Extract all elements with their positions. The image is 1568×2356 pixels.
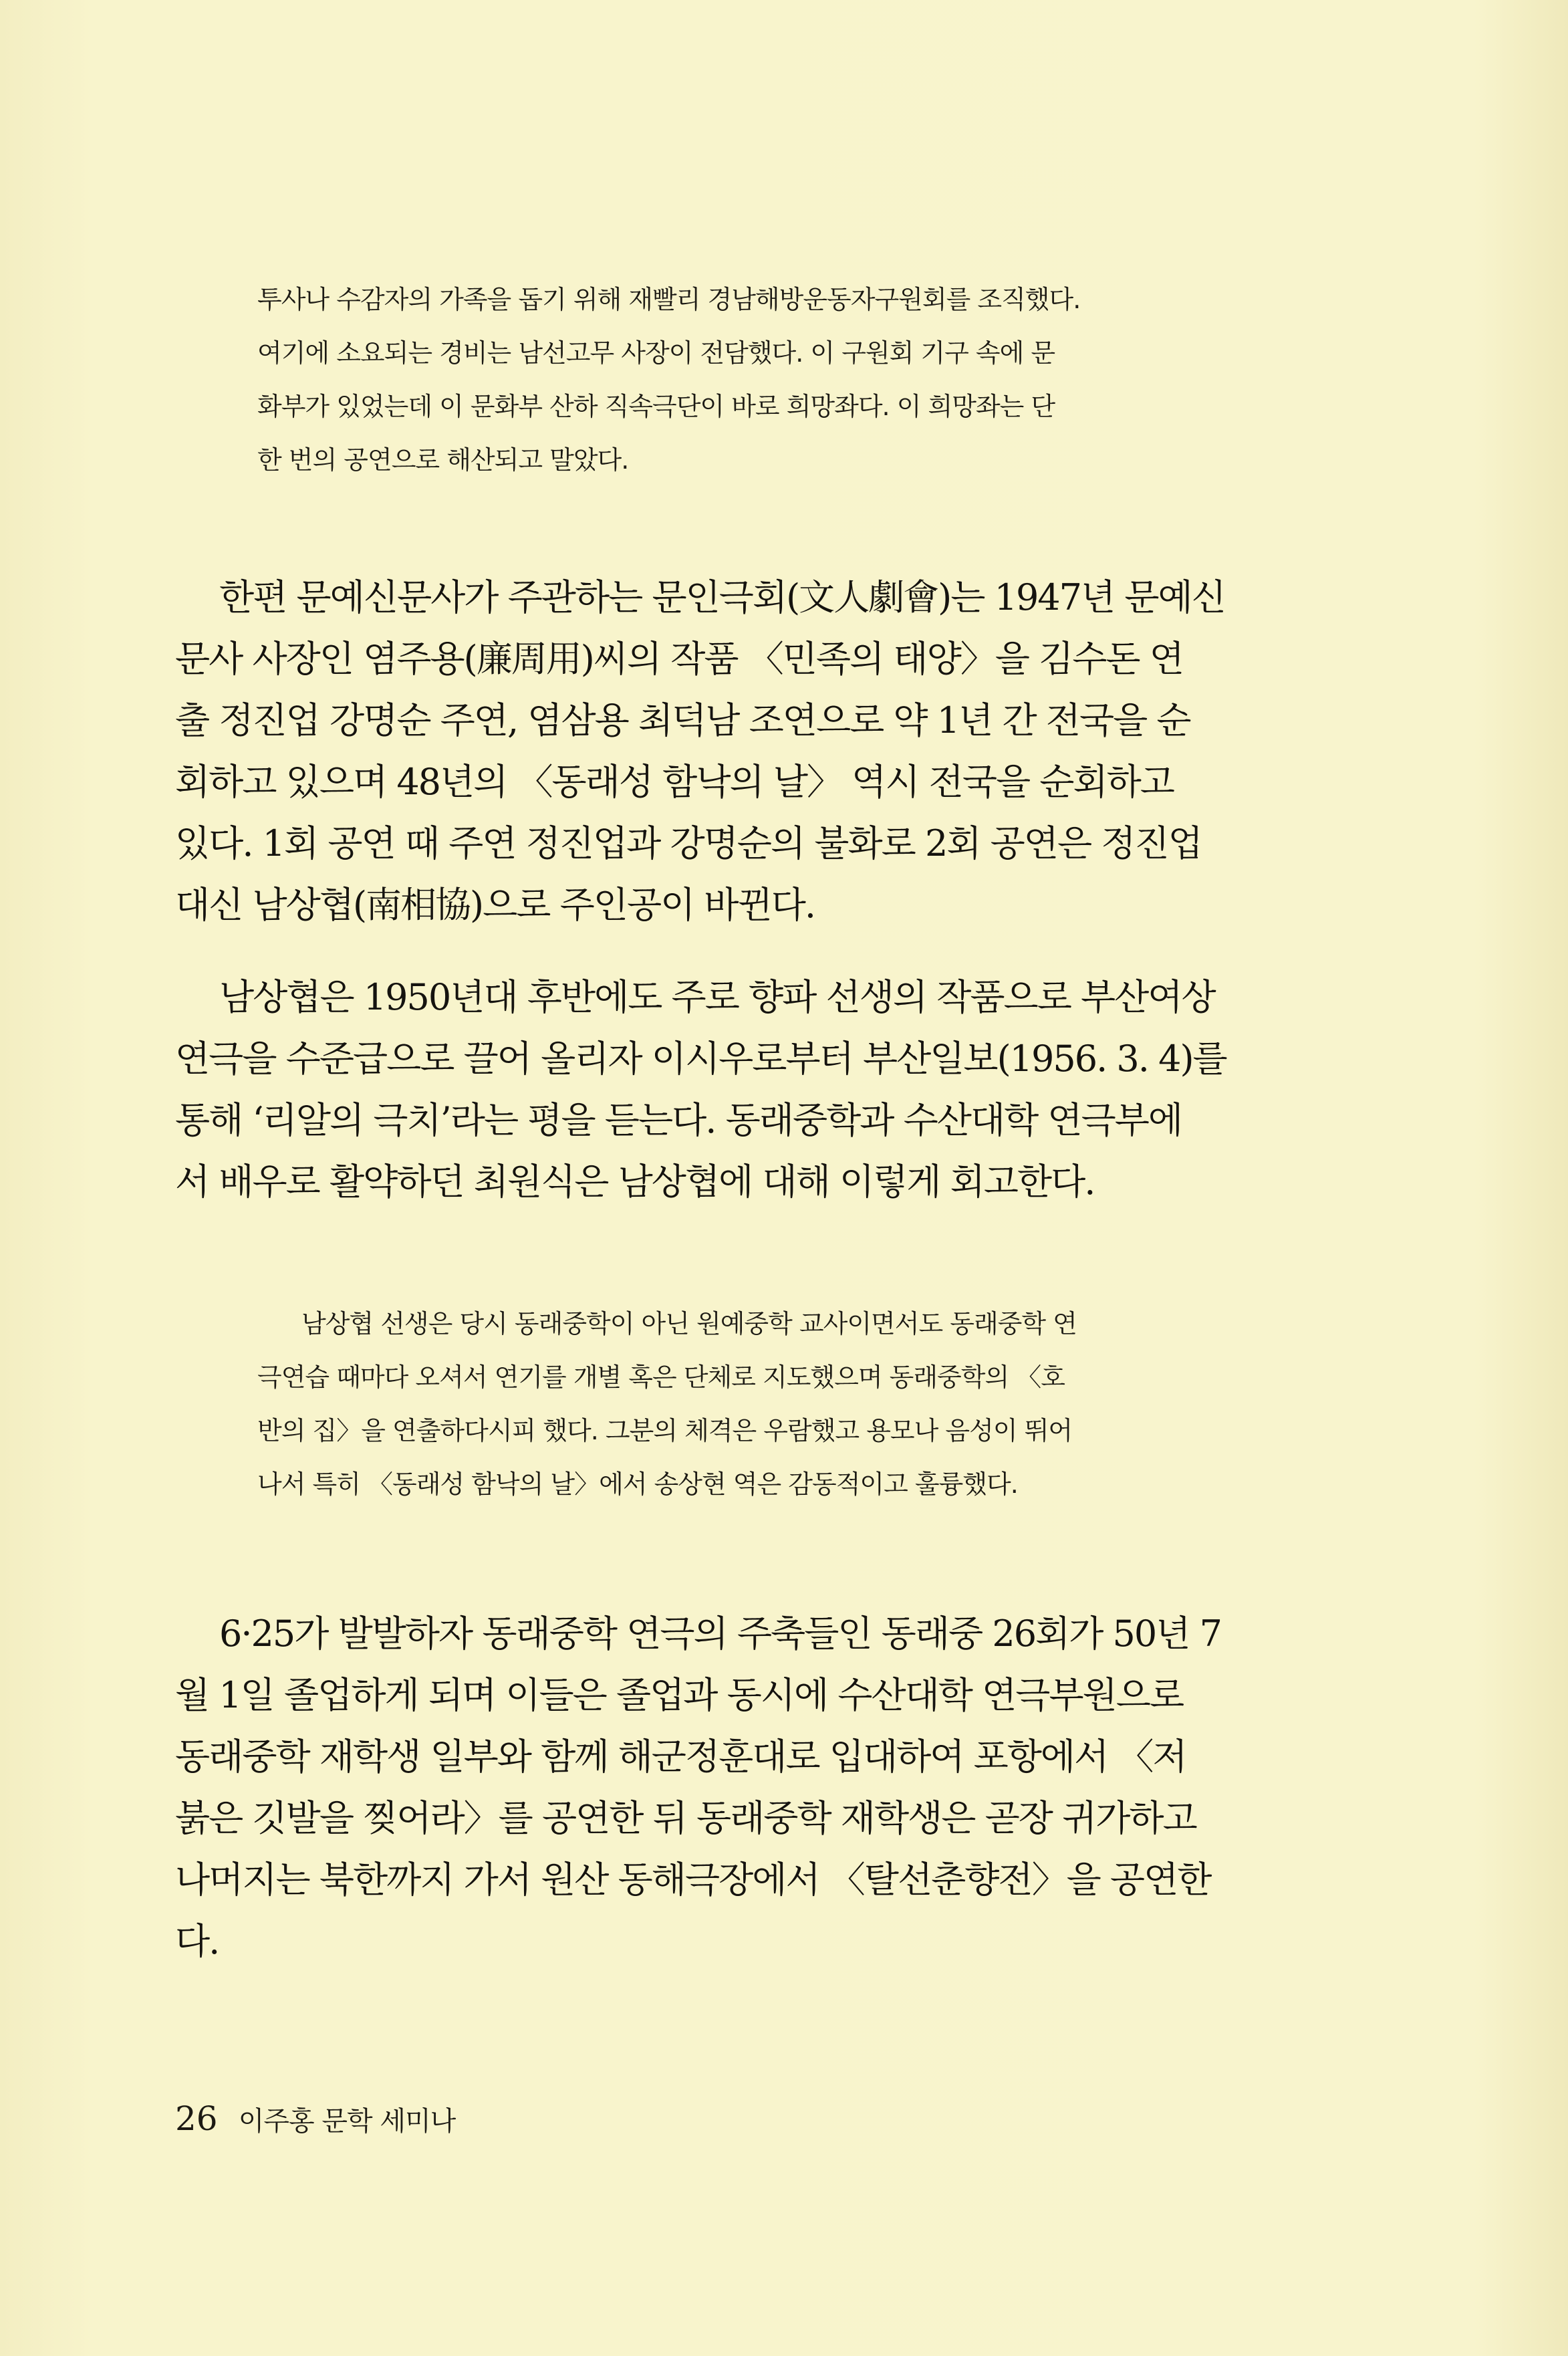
body-line: 동래중학 재학생 일부와 함께 해군정훈대로 입대하여 포항에서 〈저 — [175, 1736, 1186, 1778]
body-line: 출 정진업 강명순 주연, 염삼용 최덕남 조연으로 약 1년 간 전국을 순 — [175, 699, 1190, 741]
body-line: 서 배우로 활약하던 최원식은 남상협에 대해 이렇게 회고한다. — [175, 1161, 1095, 1203]
quote-line: 나서 특히 〈동래성 함낙의 날〉에서 송상현 역은 감동적이고 훌륭했다. — [257, 1469, 1018, 1499]
quote-line: 화부가 있었는데 이 문화부 산하 직속극단이 바로 희망좌다. 이 희망좌는 단 — [257, 392, 1055, 421]
quote-line: 여기에 소요되는 경비는 남선고무 사장이 전담했다. 이 구원회 기구 속에 문 — [257, 338, 1055, 368]
body-line: 붉은 깃발을 찢어라〉를 공연한 뒤 동래중학 재학생은 곧장 귀가하고 — [175, 1797, 1196, 1839]
body-line: 남상협은 1950년대 후반에도 주로 향파 선생의 작품으로 부산여상 — [219, 976, 1215, 1018]
page-footer — [175, 2099, 455, 2138]
quote-line: 극연습 때마다 오셔서 연기를 개별 혹은 단체로 지도했으며 동래중학의 〈호 — [257, 1363, 1065, 1392]
quote-line: 투사나 수감자의 가족을 돕기 위해 재빨리 경남해방운동자구원회를 조직했다. — [257, 285, 1081, 314]
running-title: 이주홍 문학 세미나 — [238, 2106, 456, 2137]
paragraph-nam-sanghyeop — [175, 967, 1291, 1213]
body-line: 6·25가 발발하자 동래중학 연극의 주축들인 동래중 26회가 50년 7 — [219, 1613, 1221, 1655]
body-line: 통해 ‘리알의 극치’라는 평을 듣는다. 동래중학과 수산대학 연극부에 — [175, 1099, 1182, 1141]
body-line: 회하고 있으며 48년의 〈동래성 함낙의 날〉 역시 전국을 순회하고 — [175, 761, 1174, 803]
paragraph-munin-geukhoe — [175, 567, 1291, 936]
body-line: 연극을 수준급으로 끌어 올리자 이시우로부터 부산일보(1956. 3. 4)를 — [175, 1038, 1226, 1080]
page-number: 26 — [175, 2099, 218, 2138]
quote-line: 한 번의 공연으로 해산되고 말았다. — [257, 445, 629, 475]
body-line: 대신 남상협(南相協)으로 주인공이 바뀐다. — [175, 884, 815, 926]
paragraph-korean-war — [175, 1603, 1291, 1972]
body-line: 한편 문예신문사가 주관하는 문인극회(文人劇會)는 1947년 문예신 — [219, 576, 1225, 618]
block-quote-haebang-guwonhoe — [257, 273, 1080, 487]
quote-line: 반의 집〉을 연출하다시피 했다. 그분의 체격은 우람했고 용모나 음성이 뛰어 — [257, 1416, 1073, 1445]
body-line: 월 1일 졸업하게 되며 이들은 졸업과 동시에 수산대학 연극부원으로 — [175, 1674, 1184, 1716]
body-line: 나머지는 북한까지 가서 원산 동해극장에서 〈탈선춘향전〉을 공연한 — [175, 1859, 1211, 1901]
block-quote-choi-wonsik — [257, 1297, 1077, 1511]
body-line: 다. — [175, 1920, 219, 1962]
body-line: 문사 사장인 염주용(廉周用)씨의 작품 〈민족의 태양〉을 김수돈 연 — [175, 638, 1183, 680]
body-line: 있다. 1회 공연 때 주연 정진업과 강명순의 불화로 2회 공연은 정진업 — [175, 822, 1202, 864]
quote-line: 남상협 선생은 당시 동래중학이 아닌 원예중학 교사이면서도 동래중학 연 — [301, 1309, 1077, 1338]
